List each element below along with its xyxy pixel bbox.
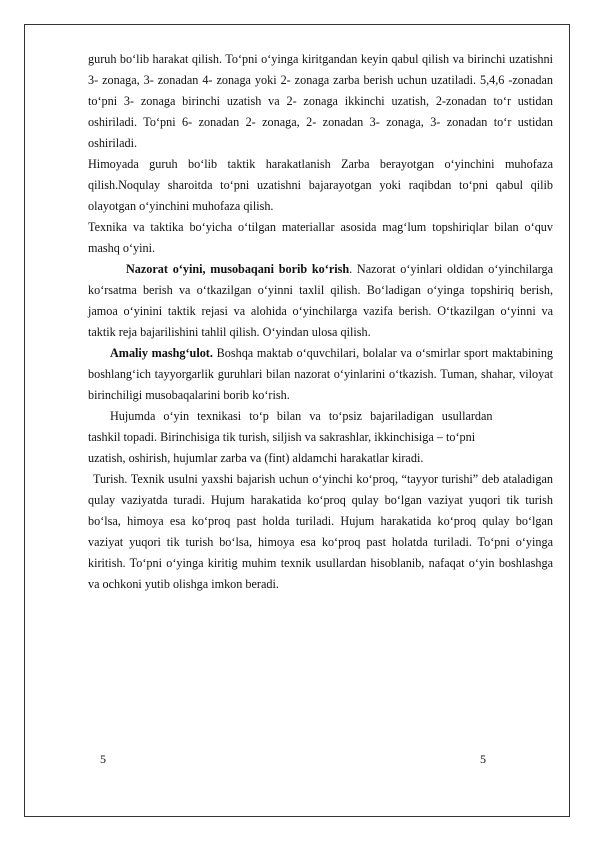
page-number-right: 5 [480, 752, 486, 766]
paragraph-6-line-2: tashkil topadi. Birinchisiga tik turish, siljish va sakrashlar, ikkinchisiga – to‘pni [88, 430, 476, 444]
paragraph-3: Texnika va taktika bo‘yicha o‘tilgan materiallar asosida mag‘lum topshiriqlar bilan o‘quv mashq o‘yini. [88, 220, 553, 255]
paragraph-4-text: . Nazorat o‘yinlari oldidan o‘yinchilarga ko‘rsatma berish va o‘tkazilgan o‘yinni taxlil qilish. Bo‘ladigan o‘yinga topshiriq berish, jamoa o‘yinini taktik rejasi va alohida o‘yinchilarga vazifa berish. O‘tkazilgan o‘yinni va taktik reja bajarilishini tahlil qilish. O‘yindan ulosa qilish. [88, 262, 553, 339]
paragraph-2: Himoyada guruh bo‘lib taktik harakatlanish Zarba berayotgan o‘yinchini muhofaza qilish.Noqulay sharoitda to‘pni uzatishni bajarayotgan yoki raqibdan to‘pni qabul qilib olayotgan o‘yinchini muhofaza qilish. [88, 157, 553, 213]
paragraph-6 [88, 406, 553, 469]
paragraph-6-line-3: uzatish, oshirish, hujumlar zarba va (fint) aldamchi harakatlar kiradi. [88, 451, 424, 465]
document-body [88, 49, 553, 595]
paragraph-6-line-1: Hujumda o‘yin texnikasi to‘p bilan va to‘psiz bajariladigan usullardan [110, 409, 493, 423]
paragraph-5 [88, 343, 553, 406]
paragraph-7: Turish. Texnik usulni yaxshi bajarish uchun o‘yinchi ko‘proq, “tayyor turishi” deb ataladigan qulay vaziyatda turadi. Hujum harakatida ko‘proq qulay bo‘lgan vaziyat yuqori tik turish bo‘lsa, himoya esa ko‘proq past holda turiladi. Hujum harakatida ko‘proq qulay bo‘lgan vaziyat yuqori tik turish bo‘lsa, himoya esa ko‘proq past holatda turiladi. To‘pni o‘yinga kiritish. To‘pni o‘yinga kiritig muhim texnik usullardan hisoblanib, nafaqat o‘yin boshlashga va ochkoni yutib olishga imkon beradi. [88, 472, 553, 591]
paragraph-5-heading: Amaliy mashg‘ulot. [110, 346, 213, 360]
paragraph-1: guruh bo‘lib harakat qilish. To‘pni o‘yinga kiritgandan keyin qabul qilish va birinchi uzatishni 3- zonaga, 3- zonadan 4- zonaga yoki 2- zonaga zarba berish uchun uzatiladi. 5,4,6 -zonadan to‘pni 3- zonaga birinchi uzatish va 2- zonaga ikkinchi uzatish, 2-zonadan to‘r ustidan oshiriladi. To‘pni 6- zonadan 2- zonaga, 2- zonadan 3- zonaga, 3- zonadan to‘r ustidan oshiriladi. [88, 52, 553, 150]
page-number-left: 5 [100, 752, 106, 766]
paragraph-4 [88, 259, 553, 343]
paragraph-4-heading: Nazorat o‘yini, musobaqani borib ko‘rish [126, 262, 350, 276]
paragraph-5-text: Boshqa maktab o‘quvchilari, bolalar va o‘smirlar sport maktabining boshlang‘ich tayyorgarlik guruhlari bilan nazorat o‘yinlarini o‘tkazish. Tuman, shahar, viloyat birinchiligi musobaqalarini borib ko‘rish. [88, 346, 554, 402]
